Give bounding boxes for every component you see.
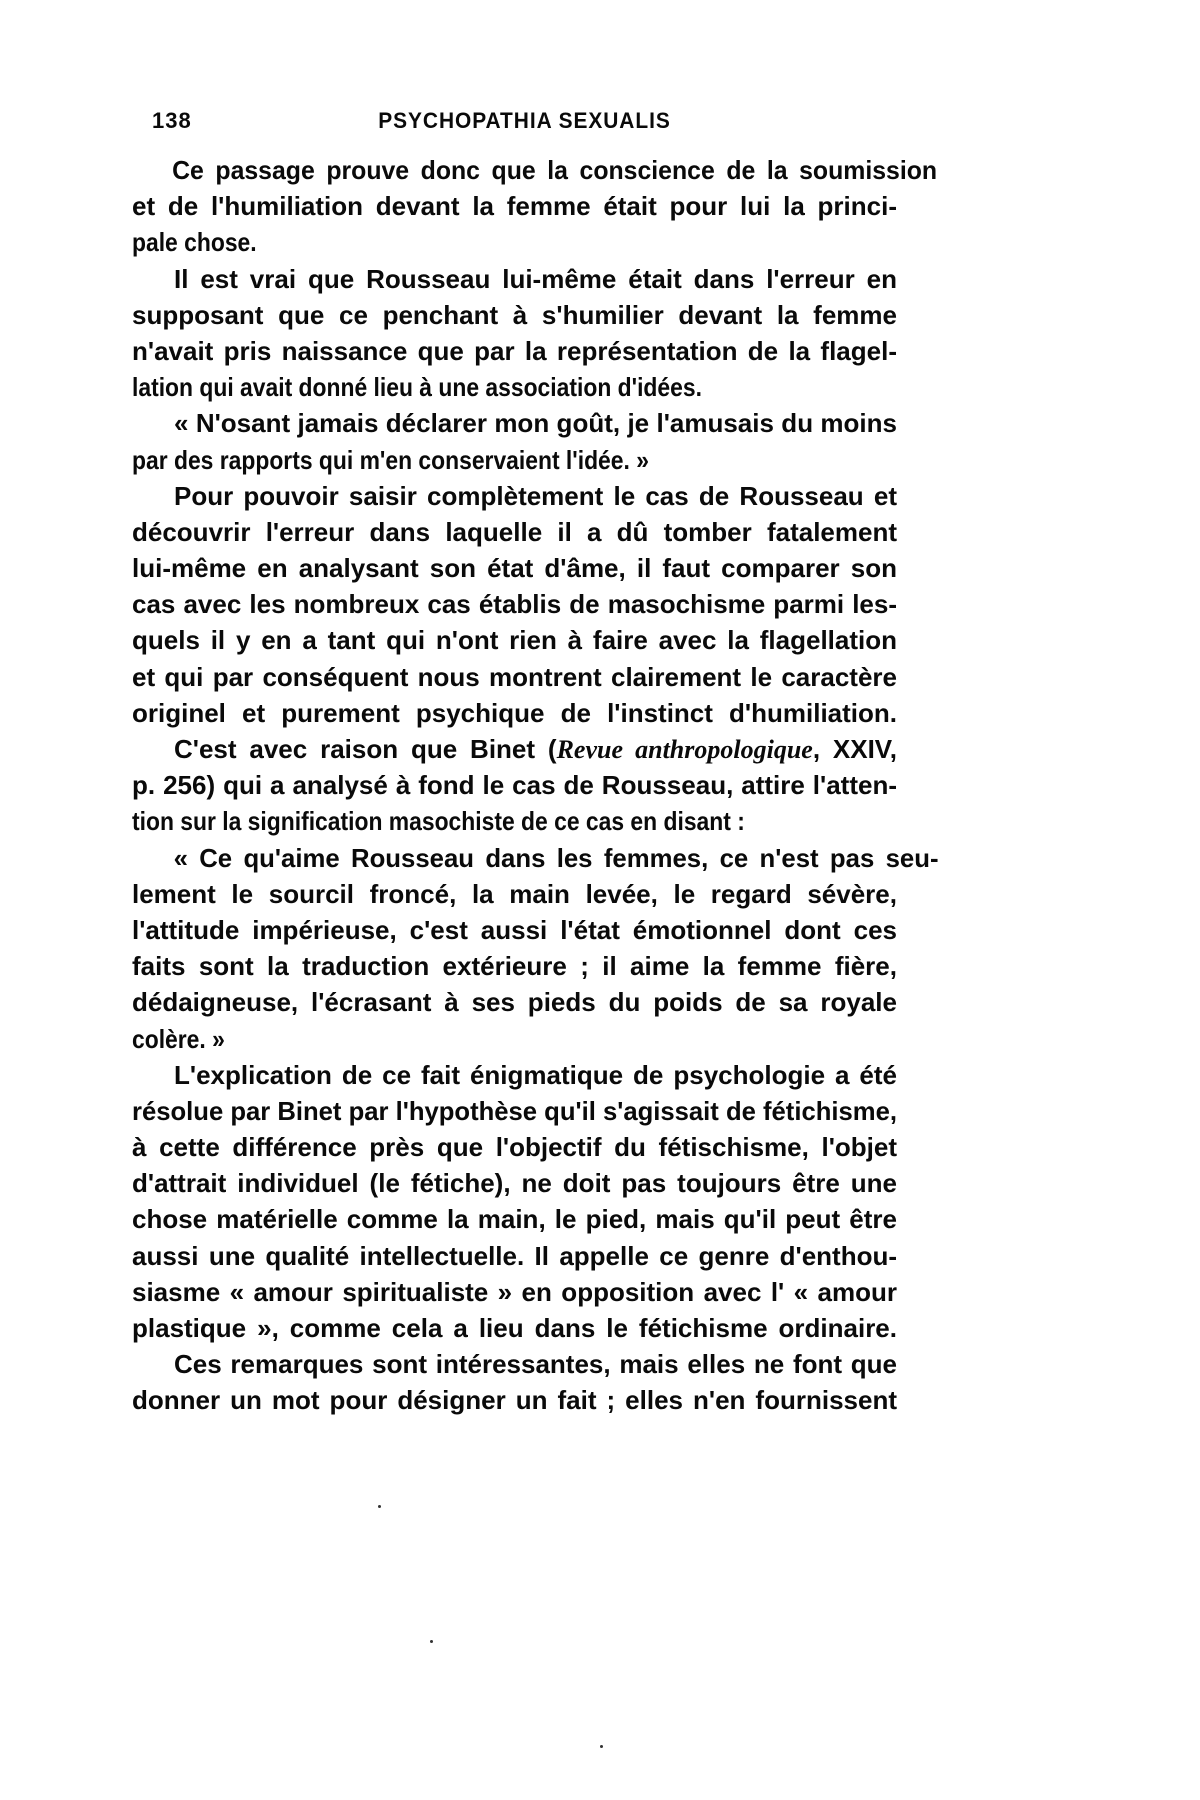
text-line: plastique », comme cela a lieu dans le fétichisme ordinaire. xyxy=(132,1313,897,1343)
text-line: et qui par conséquent nous montrent clairement le caractère xyxy=(132,661,897,692)
journal-title: Revue anthropologique xyxy=(556,735,813,764)
text-line: Ces remarques sont intéressantes, mais elles ne font que xyxy=(174,1349,897,1380)
text-line: à cette différence près que l'objectif du fétischisme, l'objet xyxy=(132,1132,897,1163)
quote-line: par des rapports qui m'en conservaient l'idée. » xyxy=(132,444,649,475)
scan-speck xyxy=(430,1640,433,1643)
text-line: pale chose. xyxy=(132,227,257,258)
text-line: et de l'humiliation devant la femme était pour lui la princi- xyxy=(132,191,897,222)
body-text xyxy=(132,152,939,1419)
quote-line: colère. » xyxy=(132,1023,225,1054)
quote-line: lement le sourcil froncé, la main levée, le regard sévère, xyxy=(132,878,897,909)
text-line: quels il y en a tant qui n'ont rien à faire avec la flagellation xyxy=(132,625,897,656)
quote-line: l'attitude impérieuse, c'est aussi l'état émotionnel dont ces xyxy=(132,914,897,945)
text-line: originel et purement psychique de l'instinct d'humiliation. xyxy=(132,697,897,728)
text-line: d'attrait individuel (le fétiche), ne doit pas toujours être une xyxy=(132,1168,897,1199)
scan-speck xyxy=(378,1505,381,1508)
quote-line: dédaigneuse, l'écrasant à ses pieds du poids de sa royale xyxy=(132,987,897,1018)
text-line: siasme « amour spiritualiste » en opposition avec l' « amour xyxy=(132,1276,897,1307)
citation-text-before: C'est avec raison que Binet ( xyxy=(174,734,557,764)
text-line: résolue par Binet par l'hypothèse qu'il s'agissait de fétichisme, xyxy=(132,1095,897,1126)
text-line: Il est vrai que Rousseau lui-même était dans l'erreur en xyxy=(174,263,897,294)
quote-line: faits sont la traduction extérieure ; il aime la femme fière, xyxy=(132,951,897,982)
scan-speck xyxy=(600,1745,603,1748)
text-line: p. 256) qui a analysé à fond le cas de Rousseau, attire l'atten- xyxy=(132,770,897,801)
page-number: 138 xyxy=(152,108,192,133)
quote-line: « N'osant jamais déclarer mon goût, je l'amusais du moins xyxy=(174,408,897,439)
citation-line xyxy=(132,731,897,767)
citation-text-after: , XXIV, xyxy=(812,734,897,764)
running-head xyxy=(152,108,897,138)
text-line: aussi une qualité intellectuelle. Il appelle ce genre d'enthou- xyxy=(132,1240,897,1271)
text-line: tion sur la signification masochiste de ce cas en disant : xyxy=(132,806,745,837)
text-line: lui-même en analysant son état d'âme, il faut comparer son xyxy=(132,553,897,584)
text-line: lation qui avait donné lieu à une association d'idées. xyxy=(132,372,702,403)
text-line: Pour pouvoir saisir complètement le cas de Rousseau et xyxy=(174,480,897,511)
text-line: chose matérielle comme la main, le pied, mais qu'il peut être xyxy=(132,1204,897,1235)
quote-line: « Ce qu'aime Rousseau dans les femmes, ce n'est pas seu- xyxy=(173,842,939,873)
text-line: Ce passage prouve donc que la conscience de la soumission xyxy=(172,155,938,185)
text-line: n'avait pris naissance que par la représentation de la flagel- xyxy=(132,335,897,366)
text-line: L'explication de ce fait énigmatique de psychologie a été xyxy=(174,1059,897,1090)
running-title: PSYCHOPATHIA SEXUALIS xyxy=(378,108,671,133)
text-line: découvrir l'erreur dans laquelle il a dû tomber fatalement xyxy=(132,516,897,547)
text-line: cas avec les nombreux cas établis de masochisme parmi les- xyxy=(132,589,897,620)
text-line: donner un mot pour désigner un fait ; elles n'en fournissent xyxy=(132,1385,897,1416)
text-line: supposant que ce penchant à s'humilier devant la femme xyxy=(132,299,897,330)
